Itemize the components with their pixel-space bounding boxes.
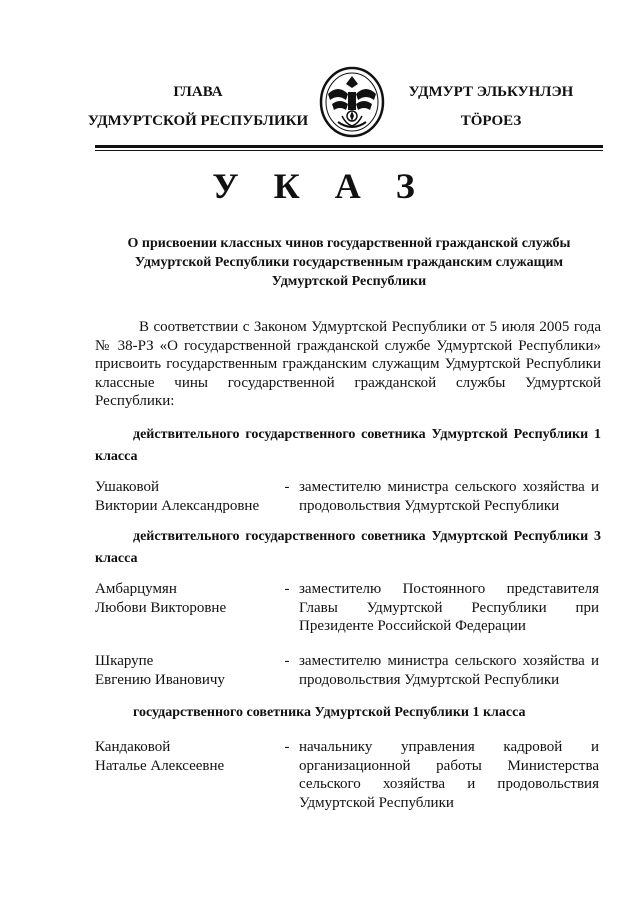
person-name (95, 738, 275, 775)
header-rule-thin (95, 150, 603, 151)
person-name (95, 580, 275, 617)
person-surname: Амбарцумян (95, 581, 177, 597)
document-title: У К А З (212, 166, 428, 206)
person-given-names: Евгению Ивановичу (95, 671, 225, 688)
person-position: заместителю министра сельского хозяйства и продовольствия Удмуртской Республики (299, 479, 599, 514)
person-position: начальнику управления кадровой и организационной работы Министерства сельского хозяйства и продовольствия Удмуртской Республики (299, 739, 599, 811)
document-subject: О присвоении классных чинов государственной гражданской службы Удмуртской Республики государственным гражданским служащим Удмуртской Республики (127, 236, 571, 289)
person-entry (95, 738, 601, 818)
person-dash: - (284, 479, 290, 495)
person-surname: Ушаковой (95, 479, 160, 495)
person-given-names: Любови Викторовне (95, 599, 227, 616)
person-surname: Шкарупе (95, 653, 154, 669)
person-surname: Кандаковой (95, 739, 171, 755)
header-right-line2: ТӦРОЕЗ (460, 113, 522, 129)
person-given-names: Наталье Алексеевне (95, 757, 225, 774)
person-dash: - (284, 739, 290, 755)
preamble-paragraph: В соответствии с Законом Удмуртской Республики от 5 июля 2005 года № 38-РЗ «О государственной гражданской службе Удмуртской Республики» присвоить государственным гражданским служащим Удмуртской Республики классные чины государственной гражданской службы Удмуртской Республики: (95, 319, 601, 409)
header-left (82, 78, 314, 136)
rank-title: действительного государственного советника Удмуртской Республики 1 класса (95, 427, 601, 464)
rank-title: государственного советника Удмуртской Республики 1 класса (133, 705, 526, 720)
person-entry (95, 580, 601, 660)
person-dash: - (284, 653, 290, 669)
coat-of-arms-icon (318, 66, 386, 138)
header-left-line2: УДМУРТСКОЙ РЕСПУБЛИКИ (87, 113, 309, 129)
header-rule-thick (95, 145, 603, 148)
person-position: заместителю Постоянного представителя Главы Удмуртской Республики при Президенте Российской Федерации (299, 581, 599, 634)
rank-title: действительного государственного советника Удмуртской Республики 3 класса (95, 529, 601, 566)
header-left-line1: ГЛАВА (173, 84, 223, 100)
person-given-names: Виктории Александровне (95, 497, 260, 514)
person-position: заместителю министра сельского хозяйства и продовольствия Удмуртской Республики (299, 653, 599, 688)
person-name (95, 478, 275, 515)
person-name (95, 652, 275, 689)
header-right-line1: УДМУРТ ЭЛЬКУНЛЭН (408, 84, 574, 100)
person-dash: - (284, 581, 290, 597)
header-right (386, 78, 596, 136)
